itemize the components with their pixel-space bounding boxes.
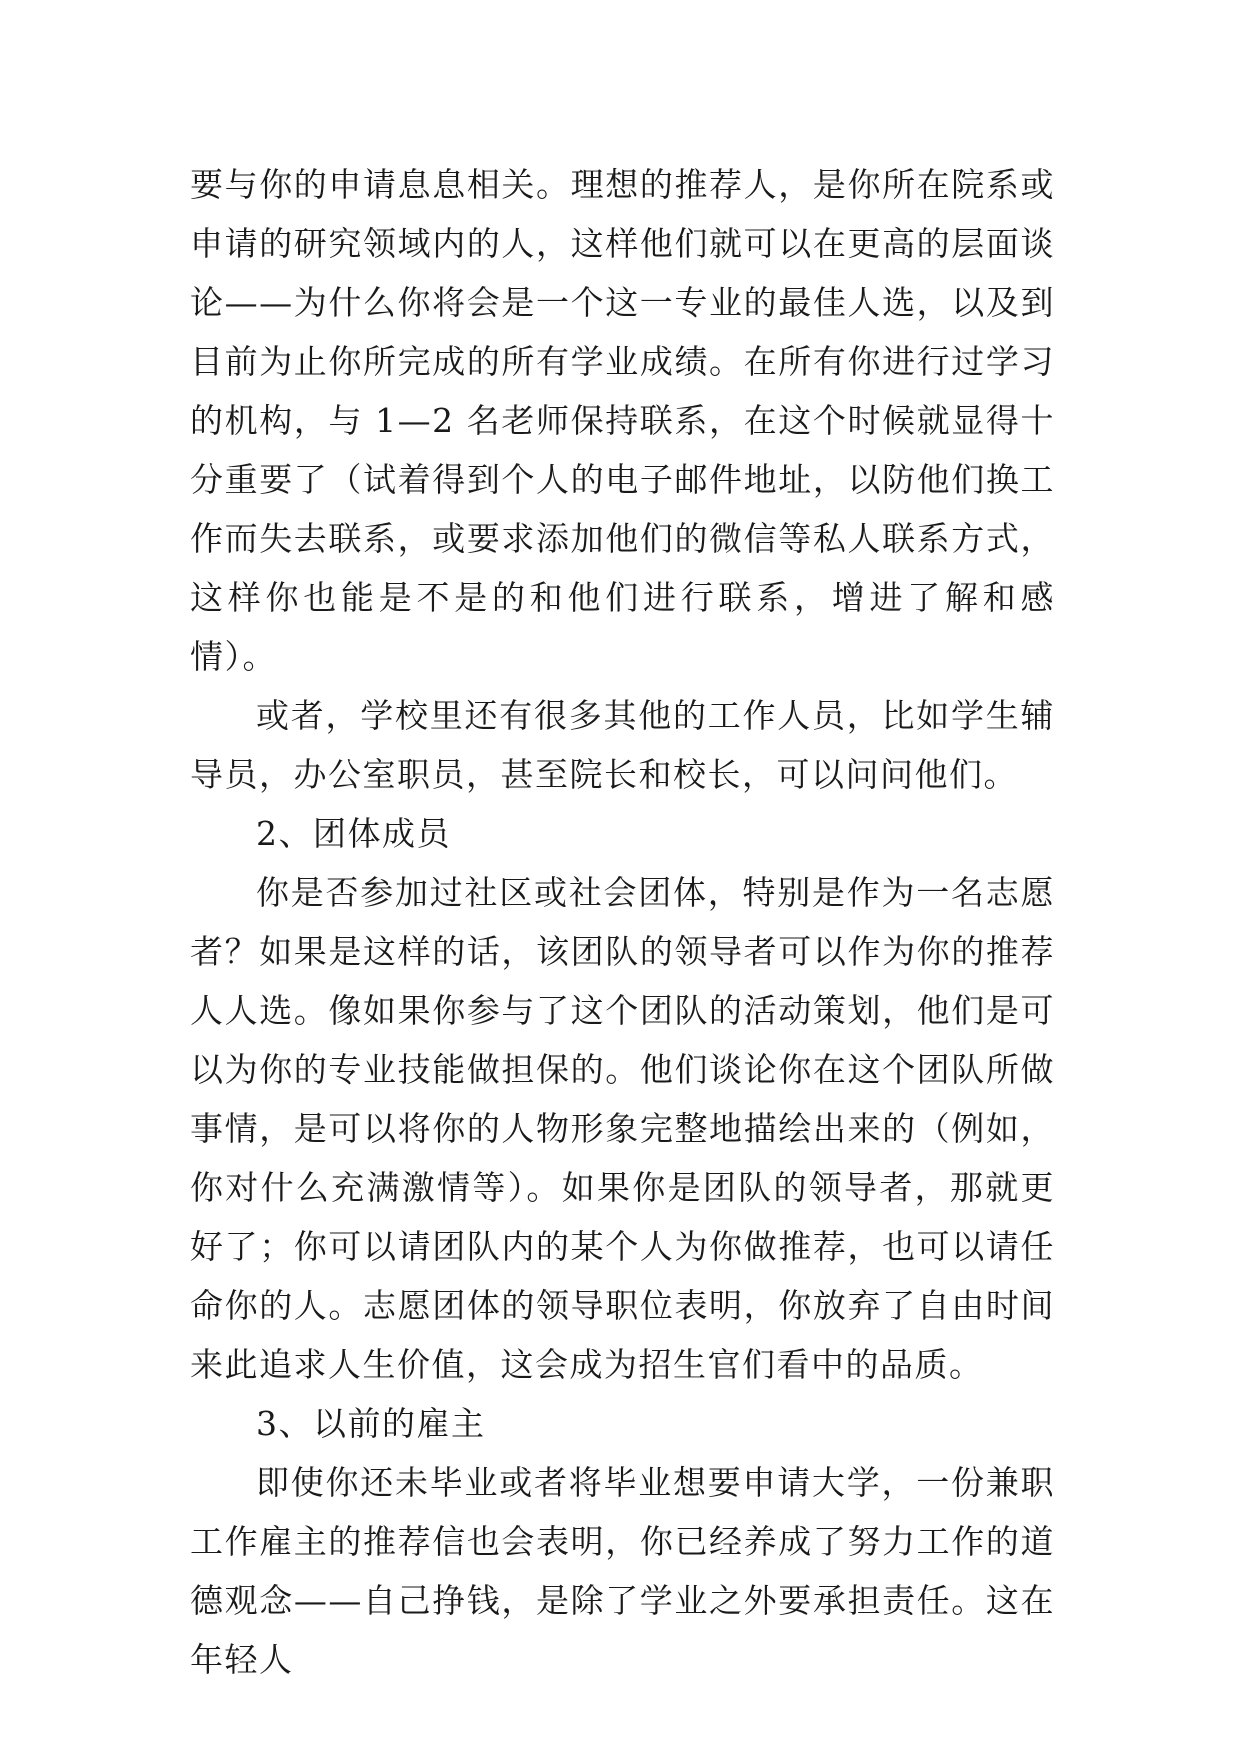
paragraph-school-staff: 或者，学校里还有很多其他的工作人员，比如学生辅导员，办公室职员，甚至院长和校长，可以问问他们。: [190, 696, 1055, 794]
document-body: [190, 155, 1055, 1689]
heading-group-members: 2、团体成员: [256, 814, 451, 853]
paragraph-recommender-relevance: 要与你的申请息息相关。理想的推荐人，是你所在院系或申请的研究领域内的人，这样他们就可以在更高的层面谈论——为什么你将会是一个这一专业的最佳人选，以及到目前为止你所完成的所有学业成绩。在所有你进行过学习的机构，与 1—2 名老师保持联系，在这个时候就显得十分重要了（试着得到个人的电子邮件地址，以防他们换工作而失去联系，或要求添加他们的微信等私人联系方式，这样你也能是不是的和他们进行联系，增进了解和感情）。: [190, 165, 1055, 676]
paragraph-former-employer: 即使你还未毕业或者将毕业想要申请大学，一份兼职工作雇主的推荐信也会表明，你已经养成了努力工作的道德观念——自己挣钱，是除了学业之外要承担责任。这在年轻人: [190, 1463, 1055, 1679]
heading-former-employer: 3、以前的雇主: [256, 1404, 486, 1443]
paragraph-group-members: 你是否参加过社区或社会团体，特别是作为一名志愿者？如果是这样的话，该团队的领导者可以作为你的推荐人人选。像如果你参与了这个团队的活动策划，他们是可以为你的专业技能做担保的。他们谈论你在这个团队所做事情，是可以将你的人物形象完整地描绘出来的（例如，你对什么充满激情等）。如果你是团队的领导者，那就更好了；你可以请团队内的某个人为你做推荐，也可以请任命你的人。志愿团体的领导职位表明，你放弃了自由时间来此追求人生价值，这会成为招生官们看中的品质。: [190, 873, 1055, 1384]
